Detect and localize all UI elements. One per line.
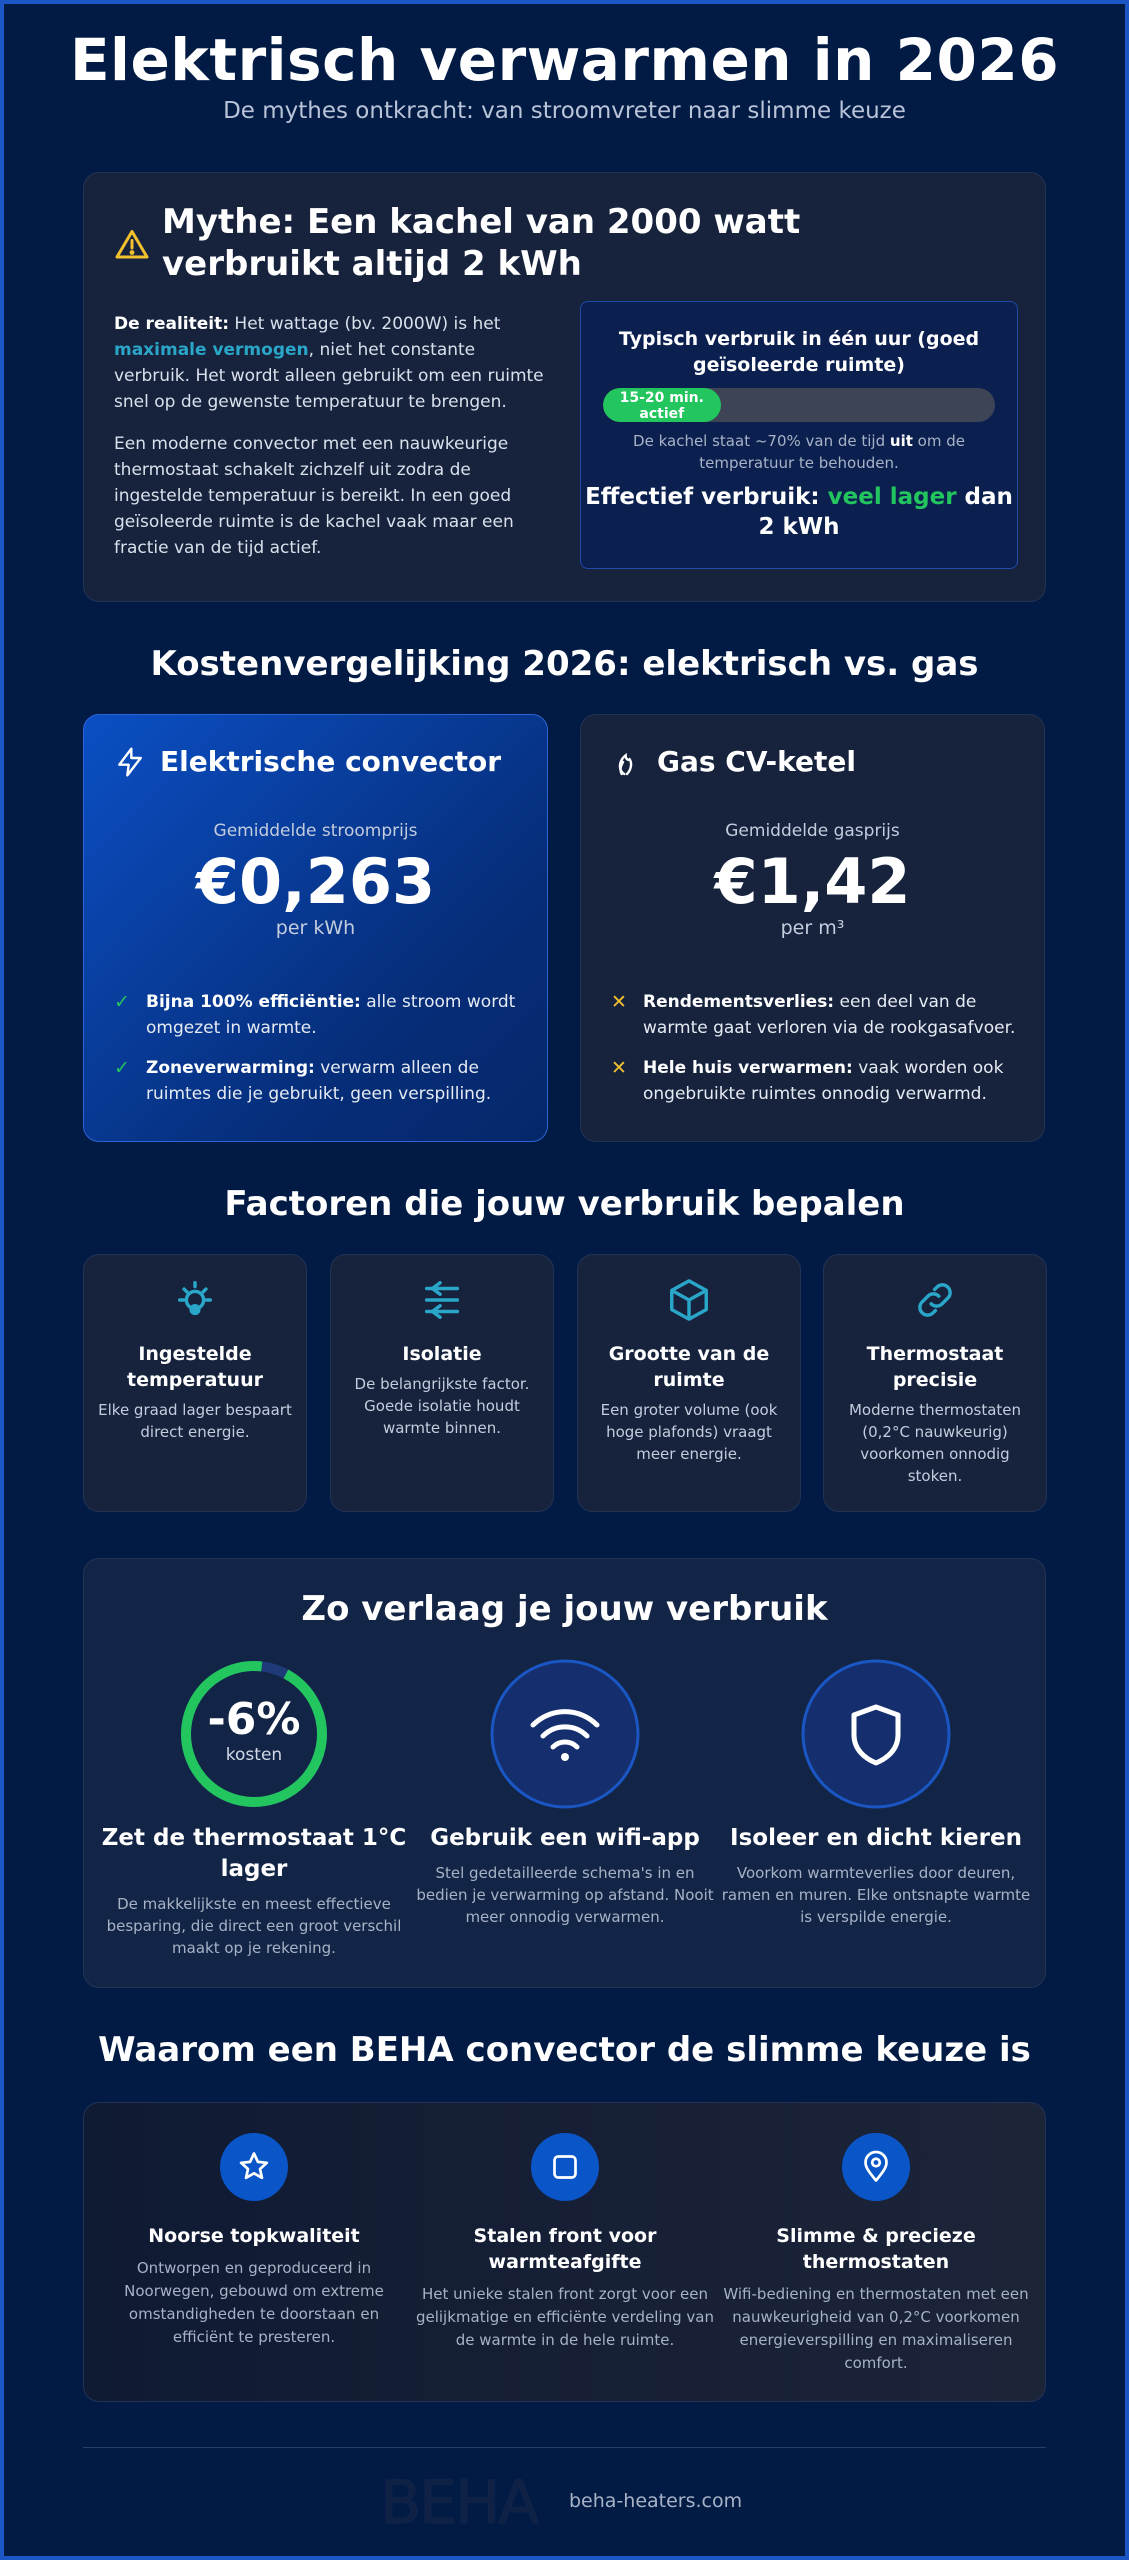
ring-value: -6%	[207, 1694, 301, 1745]
tip-text: Voorkom warmteverlies door deuren, ramen en muren. Elke ontsnapte warmte is verspilde energie.	[721, 1864, 1031, 1926]
square-badge	[531, 2133, 599, 2201]
usage-effect-a: Effectief verbruik:	[585, 484, 828, 510]
footer-website-link[interactable]: beha-heaters.com	[569, 2490, 743, 2512]
why-text: Wifi-bediening en thermostaten met een nauwkeurigheid van 0,2°C voorkomen energieverspilling en maximaliseren comfort.	[723, 2285, 1029, 2372]
tip-insulate	[721, 1659, 1031, 1928]
square-icon	[547, 2149, 583, 2185]
shield-icon	[801, 1659, 951, 1809]
electric-header	[114, 745, 501, 778]
electric-price: €0,263	[195, 845, 436, 918]
factor-text: Elke graad lager bespaart direct energie.	[98, 1401, 292, 1441]
pin-badge	[842, 2133, 910, 2201]
gas-price: €1,42	[714, 845, 911, 918]
cross-icon: ✕	[611, 1057, 627, 1079]
tip-thermostat	[99, 1659, 409, 1959]
point-text: verwarm alleen de ruimtes die je gebruikt, geen verspilling.	[146, 1058, 492, 1104]
why-item-thermostats	[721, 2133, 1031, 2375]
link-icon	[912, 1277, 958, 1323]
tip-title: Zet de thermostaat 1°C lager	[101, 1825, 407, 1882]
insulation-icon	[419, 1277, 465, 1323]
factor-title: Isolatie	[402, 1343, 482, 1365]
box-icon	[666, 1277, 712, 1323]
usage-note-bold: uit	[889, 432, 913, 450]
myth-paragraph-1	[114, 311, 554, 415]
footer-divider	[83, 2447, 1046, 2448]
star-badge	[220, 2133, 288, 2201]
wifi-icon	[490, 1659, 640, 1809]
wifi-badge	[490, 1659, 640, 1809]
factor-title: Ingestelde temperatuur	[127, 1343, 263, 1391]
why-text: Het unieke stalen front zorgt voor een gelijkmatige en efficiënte verdeling van de warmte in de hele ruimte.	[415, 2285, 715, 2349]
flame-icon	[611, 746, 643, 778]
page-subtitle: De mythes ontkracht: van stroomvreter naar slimme keuze	[223, 98, 906, 124]
point-bold: Bijna 100% efficiëntie:	[146, 992, 361, 1012]
check-icon: ✓	[114, 1057, 130, 1079]
myth-body	[114, 311, 554, 577]
lightning-icon	[114, 746, 146, 778]
factor-text: Moderne thermostaten (0,2°C nauwkeurig) voorkomen onnodig stoken.	[848, 1401, 1022, 1485]
usage-progress-bar	[603, 388, 995, 422]
beha-logo: BEHA	[380, 2468, 538, 2538]
gas-price-label: Gemiddelde gasprijs	[725, 821, 900, 841]
star-icon	[236, 2149, 272, 2185]
usage-box	[580, 301, 1018, 569]
check-icon: ✓	[114, 991, 130, 1013]
factor-card-thermostat	[823, 1254, 1047, 1512]
factor-card-room-size	[577, 1254, 801, 1512]
why-text: Ontworpen en geproduceerd in Noorwegen, gebouwd om extreme omstandigheden te doorstaan en efficiënt te presteren.	[124, 2259, 384, 2346]
point-bold: Hele huis verwarmen:	[643, 1058, 853, 1078]
why-section-title: Waarom een BEHA convector de slimme keuze is	[98, 2030, 1031, 2070]
usage-bar-label: 15-20 min. actief	[619, 390, 704, 422]
cross-icon: ✕	[611, 991, 627, 1013]
electric-cost-card	[83, 714, 548, 1142]
tip-text: De makkelijkste en meest effectieve besparing, die direct een groot verschil maakt op je rekening.	[106, 1895, 402, 1957]
myth-card	[83, 172, 1046, 602]
why-card	[83, 2102, 1046, 2402]
gas-drawbacks	[611, 989, 1026, 1121]
ring-label	[179, 1695, 329, 1765]
tip-title: Isoleer en dicht kieren	[730, 1825, 1022, 1851]
factor-card-insulation	[330, 1254, 554, 1512]
point-text: een deel van de warmte gaat verloren via de rookgasafvoer.	[643, 992, 1016, 1038]
why-title: Slimme & precieze thermostaten	[776, 2225, 976, 2273]
page-title: Elektrisch verwarmen in 2026	[69, 26, 1060, 94]
tip-title: Gebruik een wifi-app	[430, 1825, 700, 1851]
usage-title: Typisch verbruik in één uur (goed geïsoleerde ruimte)	[618, 328, 980, 376]
electric-title: Elektrische convector	[160, 745, 502, 778]
point-text: vaak worden ook ongebruikte ruimtes onnodig verwarmd.	[643, 1058, 1004, 1104]
warning-icon	[114, 227, 150, 263]
electric-price-label: Gemiddelde stroomprijs	[213, 821, 418, 841]
usage-note-a: De kachel staat ~70% van de tijd	[633, 432, 890, 450]
list-item	[114, 1055, 529, 1107]
factor-text: De belangrijkste factor. Goede isolatie houdt warmte binnen.	[354, 1375, 530, 1437]
thermometer-icon	[172, 1277, 218, 1323]
why-title: Stalen front voor warmteafgifte	[473, 2225, 657, 2273]
factor-title: Grootte van de ruimte	[608, 1343, 770, 1391]
why-title: Noorse topkwaliteit	[148, 2225, 360, 2247]
factor-card-temperature	[83, 1254, 307, 1512]
tip-text: Stel gedetailleerde schema's in en bedien je verwarming op afstand. Nooit meer onnodig verwarmen.	[416, 1864, 714, 1926]
usage-note	[609, 430, 989, 474]
myth-text-a: Het wattage (bv. 2000W) is het	[229, 314, 501, 334]
why-item-steel-front	[410, 2133, 720, 2352]
myth-highlight: maximale vermogen	[114, 340, 309, 360]
point-bold: Rendementsverlies:	[643, 992, 835, 1012]
usage-note-b: om de temperatuur te behouden.	[699, 432, 965, 472]
shield-badge	[801, 1659, 951, 1809]
why-item-quality	[99, 2133, 409, 2349]
reduce-card	[83, 1558, 1046, 1988]
factors-section-title: Factoren die jouw verbruik bepalen	[224, 1184, 905, 1224]
cost-section-title: Kostenvergelijking 2026: elektrisch vs. gas	[150, 644, 979, 684]
usage-effect-b: dan 2 kWh	[758, 484, 1013, 540]
usage-effect-green: veel lager	[827, 484, 957, 510]
factor-text: Een groter volume (ook hoge plafonds) vraagt meer energie.	[600, 1401, 778, 1463]
tip-wifi	[410, 1659, 720, 1928]
myth-header	[114, 201, 982, 285]
list-item	[114, 989, 529, 1041]
ring-icon	[179, 1659, 329, 1809]
usage-effect	[581, 482, 1017, 542]
myth-reality-lead: De realiteit:	[114, 314, 230, 334]
list-item	[611, 1055, 1026, 1107]
myth-paragraph-2: Een moderne convector met een nauwkeurige thermostaat schakelt zichzelf uit zodra de ingestelde temperatuur is bereikt. In een goed geïsoleerde ruimte is de kachel vaak maar een fractie van de tijd actief.	[114, 434, 514, 558]
gas-price-unit: per m³	[780, 917, 845, 939]
factor-title: Thermostaat precisie	[866, 1343, 1004, 1391]
usage-progress-fill	[603, 388, 721, 422]
ring-caption: kosten	[225, 1745, 283, 1765]
location-pin-icon	[858, 2149, 894, 2185]
reduce-title: Zo verlaag je jouw verbruik	[301, 1589, 828, 1629]
myth-text-b: , niet het constante verbruik. Het wordt alleen gebruikt om een ruimte snel op de gewenste temperatuur te brengen.	[114, 340, 544, 412]
gas-cost-card	[580, 714, 1045, 1142]
electric-benefits	[114, 989, 529, 1121]
gas-title: Gas CV-ketel	[657, 745, 856, 778]
point-bold: Zoneverwarming:	[146, 1058, 315, 1078]
myth-title: Mythe: Een kachel van 2000 watt verbruikt altijd 2 kWh	[162, 202, 801, 284]
electric-price-unit: per kWh	[275, 917, 356, 939]
gas-header	[611, 745, 856, 778]
list-item	[611, 989, 1026, 1041]
point-text: alle stroom wordt omgezet in warmte.	[146, 992, 516, 1038]
